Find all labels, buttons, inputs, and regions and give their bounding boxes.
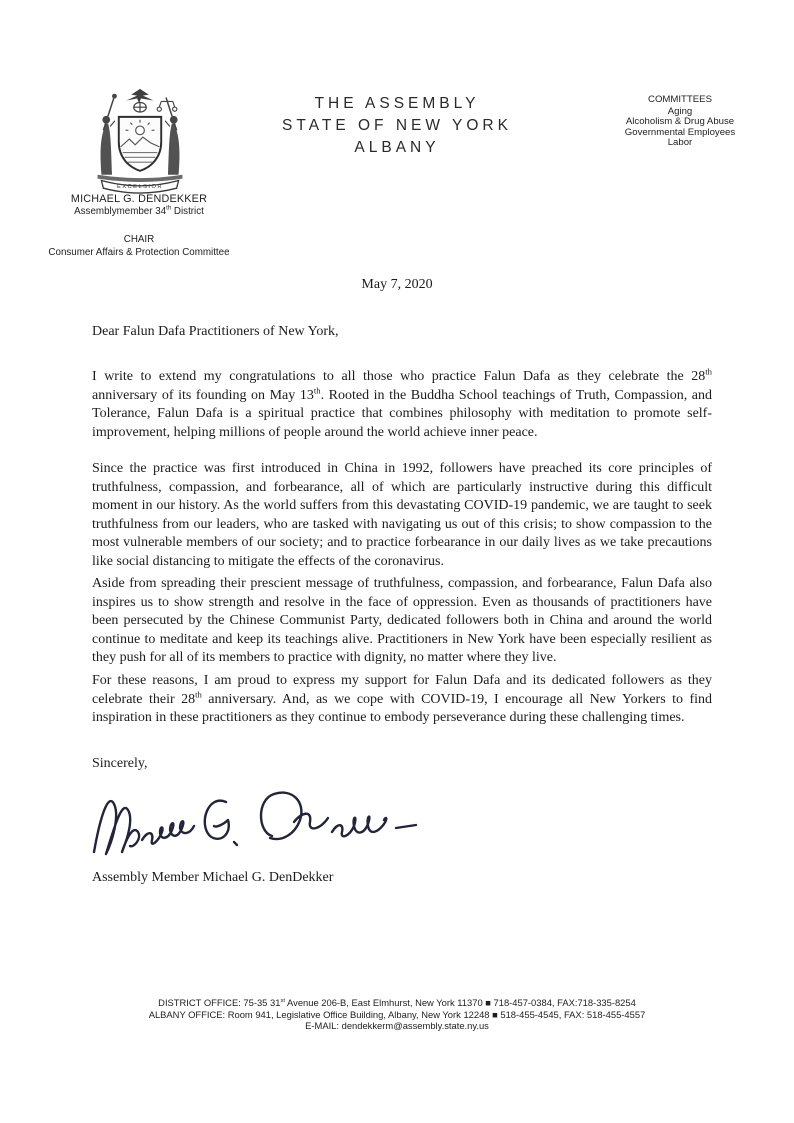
assembly-title-line2: STATE OF NEW YORK [282,117,512,134]
footer-email: E-MAIL: dendekkerm@assembly.state.ny.us [305,1020,489,1031]
committee-item: Alcoholism & Drug Abuse [625,116,735,127]
chair-title: CHAIR [123,234,155,245]
salutation: Dear Falun Dafa Practitioners of New York, [92,324,339,339]
paragraph-1: I write to extend my congratulations to all those who practice Falun Dafa as they celebrate the 28th anniversary of its founding on May 13th. Rooted in the Buddha School teachings of Truth, Compassion, and Tolerance, Falun Dafa is a spiritual practice that combines philosophy with meditation to promote self-improvement, helping millions of people around the world achieve inner peace. [92,366,712,440]
assembly-title-line3: ALBANY [354,139,440,156]
member-block [28,193,250,259]
chair-committee: Consumer Affairs & Protection Committee [48,247,230,258]
signature-image [86,784,458,866]
member-district: Assemblymember 34th District [74,205,204,217]
committee-item: Governmental Employees [624,126,736,138]
committee-item: Labor [667,137,693,148]
committees-block [598,95,762,149]
signer-name: Assembly Member Michael G. DenDekker [92,870,334,885]
paragraph-2: Since the practice was first introduced in China in 1992, followers have preached its core principles of truthfulness, compassion, and forbearance, all of which are particularly instructive during this difficult moment in our history. As the world suffers from this devastating COVID-19 pandemic, we are taught to seek truthfulness from our leaders, who are tasked with navigating us out of this crisis; to show compassion to the most vulnerable members of our society; and to practice forbearance in our daily lives as we take precautions like social distancing to mitigate the effects of the coronavirus. [92,461,712,569]
footer-district-office: DISTRICT OFFICE: 75-35 31st Avenue 206-B, East Elmhurst, New York 11370 ■ 718-457-0384, FAX:718-335-8254 [158,997,636,1008]
assembly-title-line1: THE ASSEMBLY [314,95,480,112]
footer-block [0,997,794,1032]
footer-albany-office: ALBANY OFFICE: Room 941, Legislative Office Building, Albany, New York 12248 ■ 518-455-4545, FAX: 518-455-4557 [148,1008,646,1020]
assembly-title [282,93,512,159]
seal-motto: EXCELSIOR [116,184,164,191]
paragraph-4: For these reasons, I am proud to express my support for Falun Dafa and its dedicated followers as they celebrate their 28th anniversary. And, as we cope with COVID-19, I encourage all New Yorkers to find inspiration in these practitioners as they continue to embody perseverance during these challenging times. [92,673,712,725]
paragraph-3: Aside from spreading their prescient message of truthfulness, compassion, and forbearance, Falun Dafa also inspires us to show strength and resolve in the face of oppression. Even as thousands of practitioners have been persecuted by the Chinese Communist Party, dedicated followers both in China and around the world continue to meditate and keep its teachings alive. Practitioners in New York have been especially resilient as they push for all of its members to practice with dignity, no matter where they live. [92,576,712,665]
date-line: May 7, 2020 [361,277,433,292]
committees-heading: COMMITTEES [648,94,712,105]
closing: Sincerely, [92,756,148,771]
committee-item: Aging [667,105,693,117]
member-name: MICHAEL G. DENDEKKER [70,193,208,205]
state-seal-icon [82,86,198,194]
